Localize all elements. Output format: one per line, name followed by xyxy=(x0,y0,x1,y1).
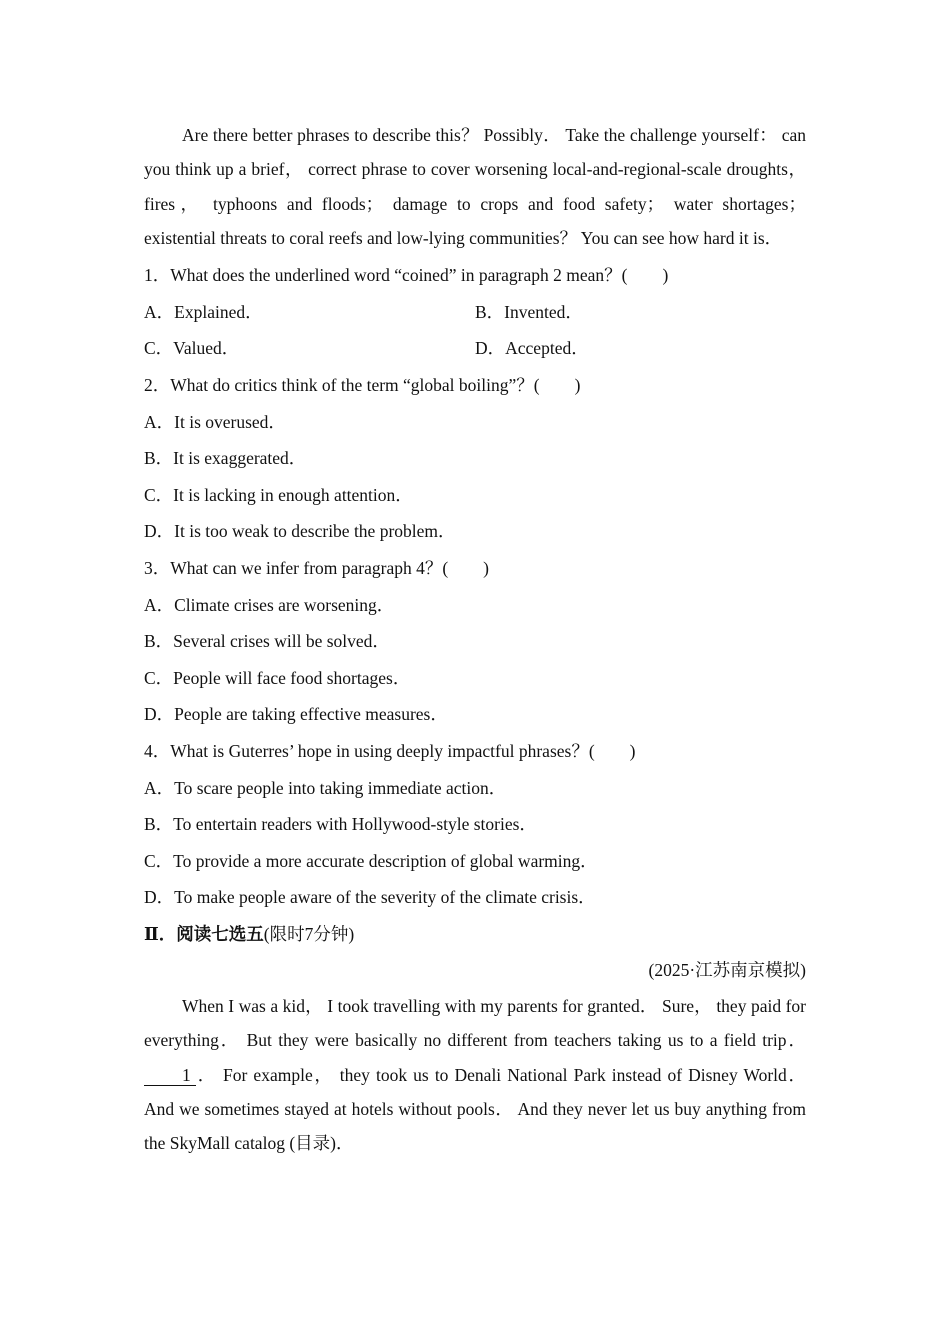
option-3a[interactable]: A．Climate crises are worsening． xyxy=(144,594,395,615)
option-2a[interactable]: A．It is overused． xyxy=(144,411,286,432)
section-source: (2025·江苏南京模拟) xyxy=(648,960,806,981)
passage-paragraph xyxy=(144,989,806,1160)
section-heading xyxy=(144,916,806,953)
option-2b[interactable]: B．It is exaggerated． xyxy=(144,448,307,469)
passage-text-before-blank: When I was a kid， I took travelling with my parents for granted． Sure， they paid for everything． But they were basically no different from teachers taking us to a field trip． xyxy=(144,996,806,1051)
option-4c[interactable]: C．To provide a more accurate description of global warming． xyxy=(144,850,598,871)
option-4d[interactable]: D．To make people aware of the severity of the climate crisis． xyxy=(144,887,596,908)
option-2c[interactable]: C．It is lacking in enough attention． xyxy=(144,484,413,505)
intro-paragraph: Are there better phrases to describe this？ Possibly． Take the challenge yourself： can you think up a brief， correct phrase to cover worsening local-and-regional-scale droughts， fires， typhoons and floods； damage to crops and food safety； water shortages； existential threats to coral reefs and low-lying communities？ You can see how hard it is． xyxy=(144,125,806,248)
option-3c[interactable]: C．People will face food shortages． xyxy=(144,667,411,688)
option-4a[interactable]: A．To scare people into taking immediate action． xyxy=(144,777,507,798)
question-1-stem: 1．What does the underlined word “coined” in paragraph 2 mean？( ) xyxy=(144,265,669,286)
question-1-options-row-2 xyxy=(144,330,806,367)
document-page xyxy=(144,118,806,1161)
option-3d[interactable]: D．People are taking effective measures． xyxy=(144,704,448,725)
question-1-options-row-1 xyxy=(144,294,806,331)
option-1b[interactable]: B．Invented． xyxy=(475,301,583,322)
section-time-limit: (限时7分钟) xyxy=(263,923,355,944)
question-4-stem: 4．What is Guterres’ hope in using deeply impactful phrases？( ) xyxy=(144,740,636,761)
option-4b[interactable]: B．To entertain readers with Hollywood-style stories． xyxy=(144,814,537,835)
option-1a[interactable]: A．Explained． xyxy=(144,301,263,322)
option-2d[interactable]: D．It is too weak to describe the problem． xyxy=(144,521,456,542)
blank-1[interactable]: 1 xyxy=(144,1065,196,1086)
option-1d[interactable]: D．Accepted． xyxy=(475,338,589,359)
option-3b[interactable]: B．Several crises will be solved． xyxy=(144,631,390,652)
passage-text-after-blank: ． For example， they took us to Denali National Park instead of Disney World． And we sometimes stayed at hotels without pools． And they never let us buy anything from the SkyMall catalog (目录)． xyxy=(144,1064,806,1154)
section-title: Ⅱ．阅读七选五 xyxy=(144,923,264,944)
question-2-stem: 2．What do critics think of the term “global boiling”？( ) xyxy=(144,374,581,395)
option-1c[interactable]: C．Valued． xyxy=(144,338,240,359)
question-3-stem: 3．What can we infer from paragraph 4？( ) xyxy=(144,557,490,578)
